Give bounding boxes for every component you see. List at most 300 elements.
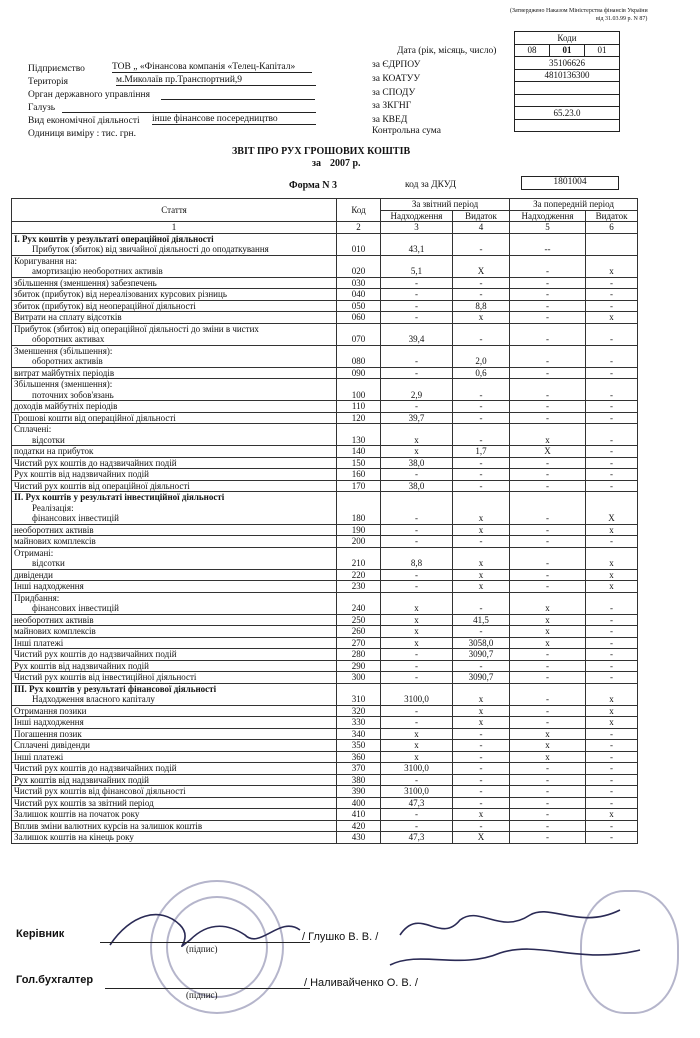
row-code: 410	[337, 809, 381, 821]
row-code: 380	[337, 774, 381, 786]
code-checksum	[515, 119, 620, 132]
row-code: 010	[337, 233, 381, 255]
cell-current-income: x	[381, 626, 453, 638]
cell-previous-income: -	[510, 401, 586, 413]
cell-current-expense: 3058,0	[453, 637, 510, 649]
row-article	[12, 233, 337, 255]
article-line: Рух коштів від надзвичайних подій	[14, 774, 149, 785]
row-code: 120	[337, 412, 381, 424]
row-article	[12, 457, 337, 469]
row-code: 220	[337, 569, 381, 581]
article-line: Вплив зміни валютних курсів на залишок коштів	[14, 820, 203, 831]
cell-previous-expense: -	[586, 649, 638, 661]
cell-previous-income: x	[510, 592, 586, 614]
article-line: Чистий рух коштів до надзвичайних подій	[14, 763, 177, 773]
column-number: 2	[337, 222, 381, 234]
cell-previous-income: -	[510, 660, 586, 672]
column-number: 6	[586, 222, 638, 234]
table-row	[12, 424, 638, 446]
cell-current-expense: 3090,7	[453, 649, 510, 661]
cell-previous-expense: -	[586, 424, 638, 446]
row-code: 130	[337, 424, 381, 446]
table-row	[12, 569, 638, 581]
table-row	[12, 457, 638, 469]
zkgng-label: за ЗКГНГ	[372, 101, 412, 111]
koatuu-label: за КОАТУУ	[372, 74, 421, 84]
table-row	[12, 379, 638, 401]
cell-current-expense: -	[453, 797, 510, 809]
cell-current-income: x	[381, 751, 453, 763]
article-line: відсотки	[32, 434, 65, 445]
row-code: 210	[337, 547, 381, 569]
table-row	[12, 312, 638, 324]
cell-previous-expense: -	[586, 763, 638, 775]
cell-previous-income: x	[510, 626, 586, 638]
cell-previous-expense: -	[586, 323, 638, 345]
table-row	[12, 492, 638, 525]
codes-table	[514, 31, 620, 132]
article-line: збільшення (зменшення) забезпечень	[14, 277, 157, 288]
director-label: Керівник	[16, 928, 65, 940]
cell-current-income: x	[381, 614, 453, 626]
row-article	[12, 705, 337, 717]
row-article	[12, 289, 337, 301]
approval-note-line2: від 31.03.99 р. N 87)	[596, 16, 648, 22]
header-current-expense: Видаток	[453, 210, 510, 222]
cell-current-expense: X	[453, 255, 510, 277]
article-line: Прибуток (збиток) від звичайної діяльності до оподаткування	[32, 244, 269, 254]
cell-previous-income: -	[510, 480, 586, 492]
director-signature-line	[100, 942, 310, 943]
table-row	[12, 740, 638, 752]
row-article	[12, 751, 337, 763]
enterprise-value: ТОВ „ «Фінансова компанія «Телец-Капітал»	[112, 62, 312, 73]
row-article	[12, 809, 337, 821]
cell-current-expense: -	[453, 379, 510, 401]
cell-previous-income: -	[510, 797, 586, 809]
article-line: Рух коштів від надзвичайних подій	[14, 660, 149, 671]
unit-label: Одиниця виміру : тис. грн.	[28, 129, 136, 139]
row-code: 320	[337, 705, 381, 717]
approval-note-line1: (Затверджено Наказом Міністерства фінансів України	[510, 8, 648, 14]
cell-previous-income: -	[510, 379, 586, 401]
article-line: доходів майбутніх періодів	[14, 401, 118, 411]
row-article	[12, 660, 337, 672]
table-row	[12, 683, 638, 705]
cell-current-expense: -	[453, 536, 510, 548]
article-line: Надходження власного капіталу	[32, 694, 155, 704]
row-article	[12, 345, 337, 367]
article-line: майнових комплексів	[14, 626, 96, 636]
cell-previous-income: -	[510, 547, 586, 569]
header-current: За звітний період	[381, 199, 510, 211]
header-previous-income: Надходження	[510, 210, 586, 222]
cell-current-income: -	[381, 277, 453, 289]
table-row	[12, 480, 638, 492]
cell-current-expense: 41,5	[453, 614, 510, 626]
row-article	[12, 277, 337, 289]
row-article	[12, 832, 337, 844]
row-article	[12, 323, 337, 345]
cell-current-income: 47,3	[381, 797, 453, 809]
cell-previous-expense: -	[586, 592, 638, 614]
cell-current-expense: -	[453, 740, 510, 752]
cell-previous-income: -	[510, 457, 586, 469]
row-article	[12, 480, 337, 492]
cell-previous-expense: -	[586, 469, 638, 481]
cell-previous-income: X	[510, 446, 586, 458]
article-line: податки на прибуток	[14, 446, 94, 456]
table-row	[12, 832, 638, 844]
header-previous: За попередній період	[510, 199, 638, 211]
cell-previous-income: -	[510, 832, 586, 844]
codes-title: Коди	[515, 32, 620, 45]
cell-current-income: 38,0	[381, 457, 453, 469]
cell-current-income: -	[381, 367, 453, 379]
cell-previous-expense: -	[586, 277, 638, 289]
row-article	[12, 683, 337, 705]
cell-current-income: -	[381, 300, 453, 312]
cell-current-income: -	[381, 809, 453, 821]
row-code: 310	[337, 683, 381, 705]
cell-current-income: -	[381, 469, 453, 481]
cell-current-income: -	[381, 672, 453, 684]
territory-label: Територія	[28, 77, 69, 87]
article-line: Інші надходження	[14, 717, 84, 727]
report-title: ЗВІТ ПРО РУХ ГРОШОВИХ КОШТІВ	[232, 146, 411, 157]
cell-previous-income: -	[510, 820, 586, 832]
row-article	[12, 379, 337, 401]
cell-previous-income: x	[510, 614, 586, 626]
row-code: 250	[337, 614, 381, 626]
table-row	[12, 820, 638, 832]
header-article: Стаття	[12, 199, 337, 222]
article-line: збиток (прибуток) від неопераційної діяльності	[14, 300, 196, 311]
cell-previous-income: -	[510, 345, 586, 367]
cell-previous-income: -	[510, 469, 586, 481]
cell-current-income: x	[381, 592, 453, 614]
cell-previous-income: -	[510, 300, 586, 312]
table-row	[12, 547, 638, 569]
director-sign-caption: (підпис)	[186, 944, 218, 954]
row-code: 270	[337, 637, 381, 649]
row-code: 020	[337, 255, 381, 277]
cell-current-income: -	[381, 717, 453, 729]
table-row	[12, 536, 638, 548]
period-value: 2007 р.	[330, 158, 361, 169]
cell-current-income: 39,7	[381, 412, 453, 424]
article-line: Збільшення (зменшення):	[14, 379, 113, 389]
cell-current-expense: -	[453, 233, 510, 255]
cell-previous-income: -	[510, 683, 586, 705]
table-row	[12, 705, 638, 717]
row-article	[12, 412, 337, 424]
column-number: 1	[12, 222, 337, 234]
period-label: за	[312, 158, 322, 169]
article-line: Отримані:	[14, 547, 54, 558]
row-article	[12, 717, 337, 729]
cell-previous-income: x	[510, 424, 586, 446]
article-line: фінансових інвестицій	[32, 513, 119, 523]
article-line: Витрати на сплату відсотків	[14, 312, 122, 322]
cell-previous-expense: x	[586, 255, 638, 277]
article-line: Інші платежі	[14, 637, 64, 648]
row-article	[12, 401, 337, 413]
row-code: 400	[337, 797, 381, 809]
cell-previous-expense	[586, 233, 638, 255]
cell-previous-expense: x	[586, 581, 638, 593]
row-article	[12, 649, 337, 661]
cell-current-expense: -	[453, 457, 510, 469]
cell-current-income: -	[381, 774, 453, 786]
article-line: Зменшення (збільшення):	[14, 345, 113, 356]
article-line: Чистий рух коштів від фінансової діяльності	[14, 786, 186, 796]
row-code: 090	[337, 367, 381, 379]
cell-previous-income: -	[510, 536, 586, 548]
article-line: збиток (прибуток) від нереалізованих курсових різниць	[14, 289, 227, 299]
cell-current-expense: -	[453, 323, 510, 345]
form-label: Форма N 3	[289, 180, 337, 191]
checksum-label: Контрольна сума	[372, 126, 441, 136]
cell-current-income: x	[381, 637, 453, 649]
cell-previous-expense: -	[586, 446, 638, 458]
header-current-income: Надходження	[381, 210, 453, 222]
row-code: 280	[337, 649, 381, 661]
cell-previous-income: --	[510, 233, 586, 255]
row-article	[12, 300, 337, 312]
cell-current-income: -	[381, 536, 453, 548]
column-number: 5	[510, 222, 586, 234]
row-article	[12, 569, 337, 581]
row-article	[12, 255, 337, 277]
cell-previous-income: -	[510, 649, 586, 661]
cell-current-expense: -	[453, 277, 510, 289]
accountant-sign-caption: (підпис)	[186, 990, 218, 1000]
cell-current-expense: -	[453, 751, 510, 763]
row-code: 110	[337, 401, 381, 413]
row-code: 340	[337, 728, 381, 740]
cell-current-expense: -	[453, 424, 510, 446]
code-edrpou: 35106626	[515, 57, 620, 70]
cell-current-income: -	[381, 401, 453, 413]
row-article	[12, 740, 337, 752]
table-row	[12, 277, 638, 289]
cell-current-income: x	[381, 424, 453, 446]
cell-current-expense: 3090,7	[453, 672, 510, 684]
cell-previous-income: -	[510, 763, 586, 775]
cell-current-income: 38,0	[381, 480, 453, 492]
cell-current-income: x	[381, 446, 453, 458]
cell-current-expense: 8,8	[453, 300, 510, 312]
cell-previous-income: -	[510, 323, 586, 345]
cell-previous-expense: -	[586, 797, 638, 809]
row-code: 370	[337, 763, 381, 775]
cell-previous-income: -	[510, 809, 586, 821]
article-line: Інші платежі	[14, 751, 64, 762]
cell-current-income: 8,8	[381, 547, 453, 569]
date-year: 08	[515, 44, 550, 57]
cell-previous-expense: -	[586, 300, 638, 312]
cell-current-income: -	[381, 569, 453, 581]
column-number: 4	[453, 222, 510, 234]
article-line: III. Рух коштів у результаті фінансової діяльності	[14, 683, 217, 694]
edrpou-label: за ЄДРПОУ	[372, 60, 421, 70]
cell-current-income: -	[381, 705, 453, 717]
article-line: Придбання:	[14, 592, 60, 603]
article-line: оборотних активів	[32, 356, 103, 366]
cell-previous-expense: -	[586, 536, 638, 548]
table-row	[12, 446, 638, 458]
cell-previous-income: x	[510, 728, 586, 740]
cell-current-expense: 0,6	[453, 367, 510, 379]
cell-previous-income: -	[510, 524, 586, 536]
cell-previous-expense: x	[586, 312, 638, 324]
article-line: Сплачені:	[14, 424, 52, 434]
article-line: відсотки	[32, 558, 65, 568]
cell-current-expense: -	[453, 774, 510, 786]
row-article	[12, 763, 337, 775]
cell-current-income: -	[381, 289, 453, 301]
table-row	[12, 401, 638, 413]
cell-current-expense: -	[453, 626, 510, 638]
article-line: фінансових інвестицій	[32, 603, 119, 613]
cell-previous-income: -	[510, 705, 586, 717]
article-line: дивіденди	[14, 569, 53, 580]
row-code: 140	[337, 446, 381, 458]
row-code: 050	[337, 300, 381, 312]
article-line: амортизацію необоротних активів	[32, 266, 163, 276]
cell-previous-expense: x	[586, 569, 638, 581]
row-code: 420	[337, 820, 381, 832]
row-article	[12, 492, 337, 525]
article-line: майнових комплексів	[14, 536, 96, 546]
table-row	[12, 469, 638, 481]
cell-current-income: 47,3	[381, 832, 453, 844]
cell-previous-expense: -	[586, 774, 638, 786]
cell-previous-expense: -	[586, 345, 638, 367]
enterprise-label: Підприємство	[28, 64, 85, 74]
row-code: 060	[337, 312, 381, 324]
cell-current-expense: -	[453, 401, 510, 413]
article-line: Реалізація:	[32, 502, 74, 513]
code-spodu	[515, 82, 620, 95]
cell-previous-income: -	[510, 672, 586, 684]
table-row	[12, 774, 638, 786]
accountant-name: / Наливайченко О. В. /	[304, 977, 418, 989]
cell-current-income: -	[381, 345, 453, 367]
accountant-label: Гол.бухгалтер	[16, 974, 94, 986]
cell-current-expense: x	[453, 524, 510, 536]
row-code: 350	[337, 740, 381, 752]
cell-current-expense: X	[453, 832, 510, 844]
cell-current-expense: x	[453, 492, 510, 525]
article-line: Чистий рух коштів від інвестиційної діяльності	[14, 672, 197, 682]
row-code: 150	[337, 457, 381, 469]
table-row	[12, 763, 638, 775]
article-line: необоротних активів	[14, 524, 94, 535]
cell-previous-expense: -	[586, 614, 638, 626]
column-number: 3	[381, 222, 453, 234]
row-code: 160	[337, 469, 381, 481]
article-line: I. Рух коштів у результаті операційної діяльності	[14, 233, 214, 244]
cell-current-expense: -	[453, 289, 510, 301]
row-code: 170	[337, 480, 381, 492]
row-code: 200	[337, 536, 381, 548]
row-article	[12, 524, 337, 536]
cell-current-expense: x	[453, 717, 510, 729]
cell-current-expense: x	[453, 581, 510, 593]
table-row	[12, 300, 638, 312]
cell-current-income: 39,4	[381, 323, 453, 345]
cell-previous-expense: -	[586, 457, 638, 469]
article-line: II. Рух коштів у результаті інвестиційної діяльності	[14, 492, 225, 502]
cell-previous-expense: -	[586, 480, 638, 492]
article-line: оборотних активах	[32, 334, 105, 344]
cell-previous-expense: -	[586, 672, 638, 684]
cell-current-income: 3100,0	[381, 683, 453, 705]
cell-previous-expense: -	[586, 660, 638, 672]
row-code: 030	[337, 277, 381, 289]
cell-previous-expense: x	[586, 524, 638, 536]
cell-current-expense: x	[453, 683, 510, 705]
row-article	[12, 469, 337, 481]
cell-current-expense: x	[453, 569, 510, 581]
table-row	[12, 323, 638, 345]
row-code: 300	[337, 672, 381, 684]
cell-previous-expense: -	[586, 379, 638, 401]
territory-value: м.Миколаїв пр.Транспортний,9	[116, 75, 316, 86]
cell-current-expense: -	[453, 412, 510, 424]
cell-previous-income: -	[510, 717, 586, 729]
row-article	[12, 820, 337, 832]
cell-current-income: 2,9	[381, 379, 453, 401]
cell-current-income: -	[381, 492, 453, 525]
cell-current-expense: -	[453, 820, 510, 832]
cell-previous-income: x	[510, 740, 586, 752]
table-row	[12, 797, 638, 809]
article-line: витрат майбутніх періодів	[14, 367, 115, 378]
table-row	[12, 649, 638, 661]
row-code: 360	[337, 751, 381, 763]
dkud-label: код за ДКУД	[405, 180, 457, 190]
article-line: Отримання позики	[14, 705, 87, 716]
cell-previous-expense: -	[586, 820, 638, 832]
cell-previous-income: -	[510, 492, 586, 525]
cell-current-expense: -	[453, 480, 510, 492]
article-line: Чистий рух коштів до надзвичайних подій	[14, 457, 177, 468]
date-month: 01	[550, 44, 585, 57]
cell-current-expense: x	[453, 547, 510, 569]
date-label: Дата (рік, місяць, число)	[397, 46, 497, 56]
cell-previous-income: x	[510, 751, 586, 763]
row-article	[12, 614, 337, 626]
row-code: 100	[337, 379, 381, 401]
table-row	[12, 672, 638, 684]
article-line: Чистий рух коштів за звітний період	[14, 797, 154, 808]
activity-label: Вид економічної діяльності	[28, 116, 140, 126]
cell-previous-expense: -	[586, 832, 638, 844]
cell-previous-income: -	[510, 277, 586, 289]
article-line: Коригування на:	[14, 255, 78, 266]
director-name: / Глушко В. В. /	[302, 931, 379, 943]
article-line: необоротних активів	[14, 614, 94, 625]
cell-previous-expense: X	[586, 492, 638, 525]
article-line: Сплачені дивіденди	[14, 740, 90, 750]
row-article	[12, 672, 337, 684]
cell-previous-expense: -	[586, 367, 638, 379]
cell-previous-expense: -	[586, 401, 638, 413]
article-line: Рух коштів від надзвичайних подій	[14, 469, 149, 479]
